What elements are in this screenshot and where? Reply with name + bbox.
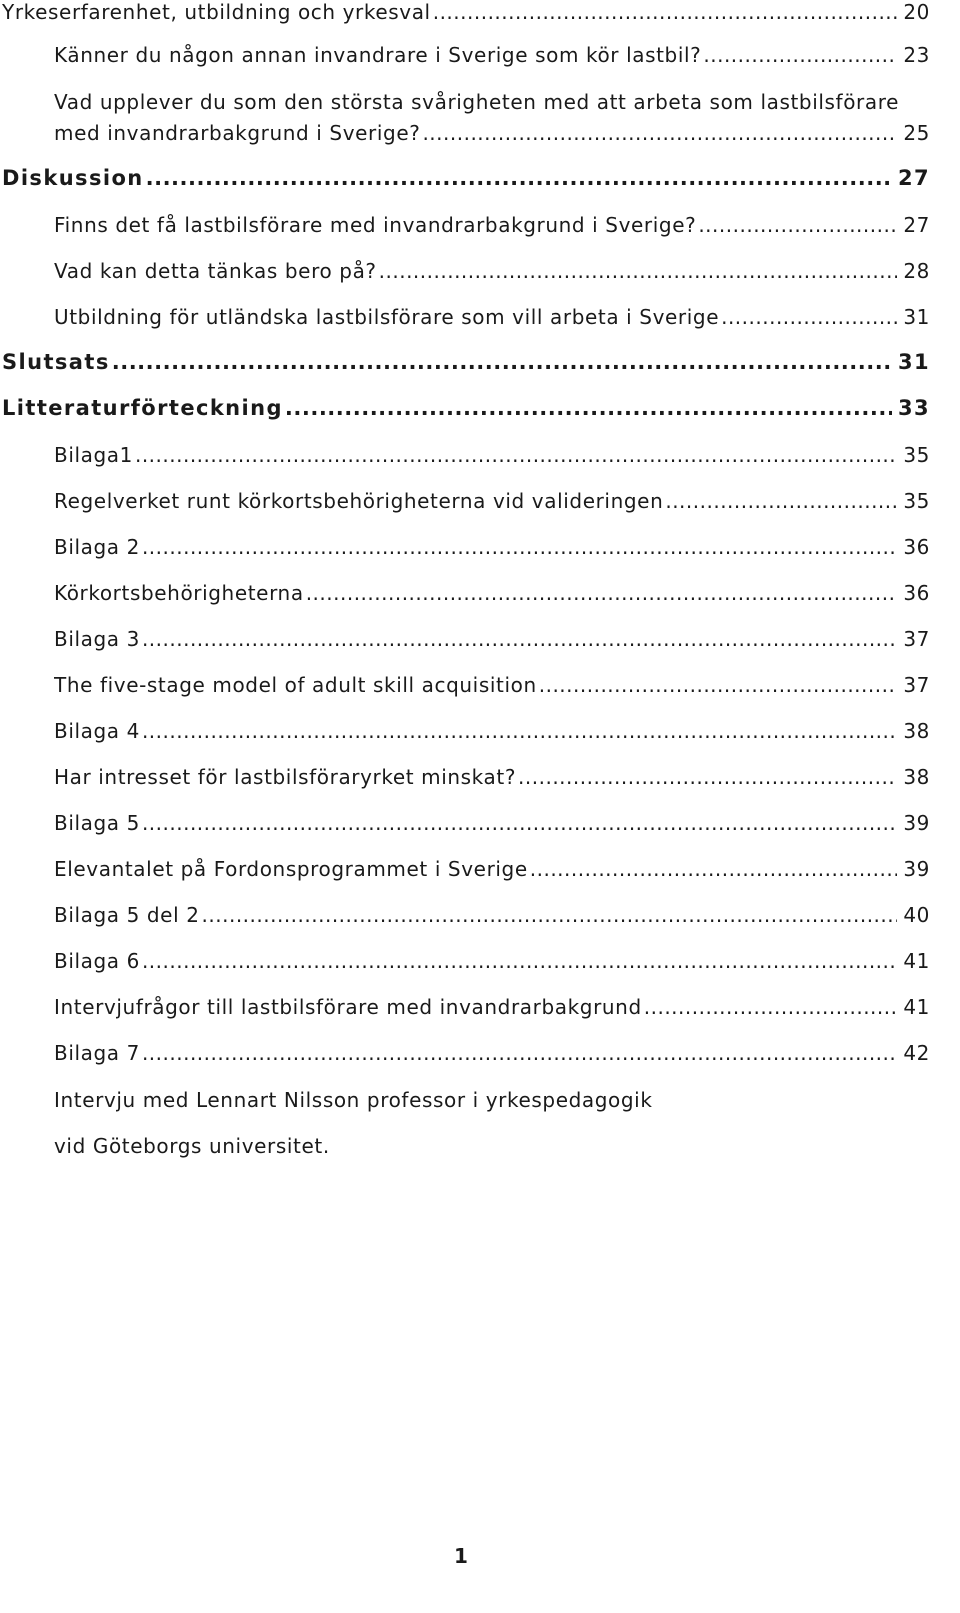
dot-leader bbox=[698, 213, 897, 237]
toc-entry-page: 42 bbox=[903, 1041, 930, 1065]
toc-entry-page: 39 bbox=[903, 811, 930, 835]
toc-entry-intervju-line1: Intervju med Lennart Nilsson professor i yrkespedagogik bbox=[54, 1088, 653, 1112]
toc-entry-page: 31 bbox=[897, 350, 930, 374]
toc-entry-page: 28 bbox=[903, 259, 930, 283]
toc-entry-title: Bilaga 6 bbox=[54, 949, 140, 973]
toc-entry-bilaga-6[interactable] bbox=[54, 949, 930, 981]
toc-entry-bilaga-3[interactable] bbox=[54, 627, 930, 659]
toc-entry-svarigheten[interactable] bbox=[54, 121, 930, 153]
toc-entry-page: 23 bbox=[903, 43, 930, 67]
toc-entry-title: Bilaga 5 bbox=[54, 811, 140, 835]
toc-entry-page: 41 bbox=[903, 995, 930, 1019]
dot-leader bbox=[379, 259, 898, 283]
dot-leader bbox=[142, 1041, 897, 1065]
toc-entry-title: Finns det få lastbilsförare med invandrarbakgrund i Sverige? bbox=[54, 213, 697, 237]
dot-leader bbox=[112, 350, 892, 374]
toc-heading-diskussion[interactable] bbox=[2, 166, 930, 198]
dot-leader bbox=[146, 166, 892, 190]
dot-leader bbox=[530, 857, 898, 881]
toc-entry-title: Bilaga 3 bbox=[54, 627, 140, 651]
toc-entry-intervju-line2: vid Göteborgs universitet. bbox=[54, 1134, 330, 1158]
toc-entry-page: 41 bbox=[903, 949, 930, 973]
dot-leader bbox=[142, 535, 897, 559]
toc-entry-page: 37 bbox=[903, 673, 930, 697]
toc-entry-title-line1: Vad upplever du som den största svårigheten med att arbeta som lastbilsförare bbox=[54, 90, 899, 114]
toc-entry-korkortsbehorigheterna[interactable] bbox=[54, 581, 930, 613]
toc-entry-title: Elevantalet på Fordonsprogrammet i Sverige bbox=[54, 857, 528, 881]
dot-leader bbox=[518, 765, 897, 789]
toc-entry-title: Bilaga 2 bbox=[54, 535, 140, 559]
page-number: 1 bbox=[454, 1544, 468, 1568]
dot-leader bbox=[135, 443, 897, 467]
toc-entry-page: 36 bbox=[903, 581, 930, 605]
toc-entry-page: 35 bbox=[903, 443, 930, 467]
toc-entry-title: Utbildning för utländska lastbilsförare som vill arbeta i Sverige bbox=[54, 305, 720, 329]
toc-entry-page: 35 bbox=[903, 489, 930, 513]
toc-entry-page: 39 bbox=[903, 857, 930, 881]
dot-leader bbox=[142, 949, 897, 973]
toc-entry-page: 25 bbox=[903, 121, 930, 145]
toc-entry-title: Känner du någon annan invandrare i Sverige som kör lastbil? bbox=[54, 43, 702, 67]
toc-entry-page: 37 bbox=[903, 627, 930, 651]
toc-entry-elevantalet[interactable] bbox=[54, 857, 930, 889]
dot-leader bbox=[202, 903, 898, 927]
toc-entry-page: 38 bbox=[903, 765, 930, 789]
toc-entry-page: 20 bbox=[903, 0, 930, 24]
toc-entry-title: Bilaga 7 bbox=[54, 1041, 140, 1065]
toc-entry-title: Regelverket runt körkortsbehörigheterna vid valideringen bbox=[54, 489, 664, 513]
toc-entry-title: Intervjufrågor till lastbilsförare med invandrarbakgrund bbox=[54, 995, 642, 1019]
toc-entry-title: Vad kan detta tänkas bero på? bbox=[54, 259, 377, 283]
toc-entry-regelverket[interactable] bbox=[54, 489, 930, 521]
toc-entry-title: Bilaga1 bbox=[54, 443, 133, 467]
toc-entry-bilaga-5-del-2[interactable] bbox=[54, 903, 930, 935]
dot-leader bbox=[721, 305, 897, 329]
toc-entry-title: Körkortsbehörigheterna bbox=[54, 581, 304, 605]
toc-entry-title: Slutsats bbox=[2, 350, 110, 374]
dot-leader bbox=[142, 719, 897, 743]
toc-entry-yrkeserfarenhet[interactable] bbox=[2, 0, 930, 32]
toc-entry-bilaga-5[interactable] bbox=[54, 811, 930, 843]
dot-leader bbox=[433, 0, 898, 24]
dot-leader bbox=[142, 811, 897, 835]
toc-heading-litteraturforteckning[interactable] bbox=[2, 396, 930, 428]
toc-entry-title: The five-stage model of adult skill acquisition bbox=[54, 673, 537, 697]
toc-heading-slutsats[interactable] bbox=[2, 350, 930, 382]
dot-leader bbox=[285, 396, 892, 420]
toc-entry-page: 31 bbox=[903, 305, 930, 329]
dot-leader bbox=[644, 995, 898, 1019]
toc-entry-title: med invandrarbakgrund i Sverige? bbox=[54, 121, 421, 145]
toc-entry-title: Diskussion bbox=[2, 166, 144, 190]
dot-leader bbox=[142, 627, 897, 651]
toc-entry-finns-det[interactable] bbox=[54, 213, 930, 245]
toc-entry-page: 38 bbox=[903, 719, 930, 743]
toc-entry-five-stage-model[interactable] bbox=[54, 673, 930, 705]
toc-entry-intervjufragor[interactable] bbox=[54, 995, 930, 1027]
toc-entry-utbildning[interactable] bbox=[54, 305, 930, 337]
dot-leader bbox=[306, 581, 898, 605]
toc-entry-title: Yrkeserfarenhet, utbildning och yrkesval bbox=[2, 0, 431, 24]
dot-leader bbox=[665, 489, 897, 513]
dot-leader bbox=[539, 673, 898, 697]
toc-entry-page: 27 bbox=[903, 213, 930, 237]
toc-entry-page: 27 bbox=[897, 166, 930, 190]
toc-entry-title: Bilaga 4 bbox=[54, 719, 140, 743]
toc-entry-vad-kan-detta[interactable] bbox=[54, 259, 930, 291]
toc-entry-bilaga-1[interactable] bbox=[54, 443, 930, 475]
toc-entry-kanner-du[interactable] bbox=[54, 43, 930, 75]
toc-entry-title: Har intresset för lastbilsföraryrket minskat? bbox=[54, 765, 517, 789]
toc-entry-bilaga-2[interactable] bbox=[54, 535, 930, 567]
toc-entry-bilaga-4[interactable] bbox=[54, 719, 930, 751]
toc-entry-title: Bilaga 5 del 2 bbox=[54, 903, 200, 927]
toc-entry-bilaga-7[interactable] bbox=[54, 1041, 930, 1073]
toc-entry-page: 40 bbox=[903, 903, 930, 927]
toc-entry-har-intresset[interactable] bbox=[54, 765, 930, 797]
toc-entry-page: 36 bbox=[903, 535, 930, 559]
dot-leader bbox=[422, 121, 897, 145]
dot-leader bbox=[703, 43, 897, 67]
toc-entry-page: 33 bbox=[897, 396, 930, 420]
toc-entry-title: Litteraturförteckning bbox=[2, 396, 283, 420]
